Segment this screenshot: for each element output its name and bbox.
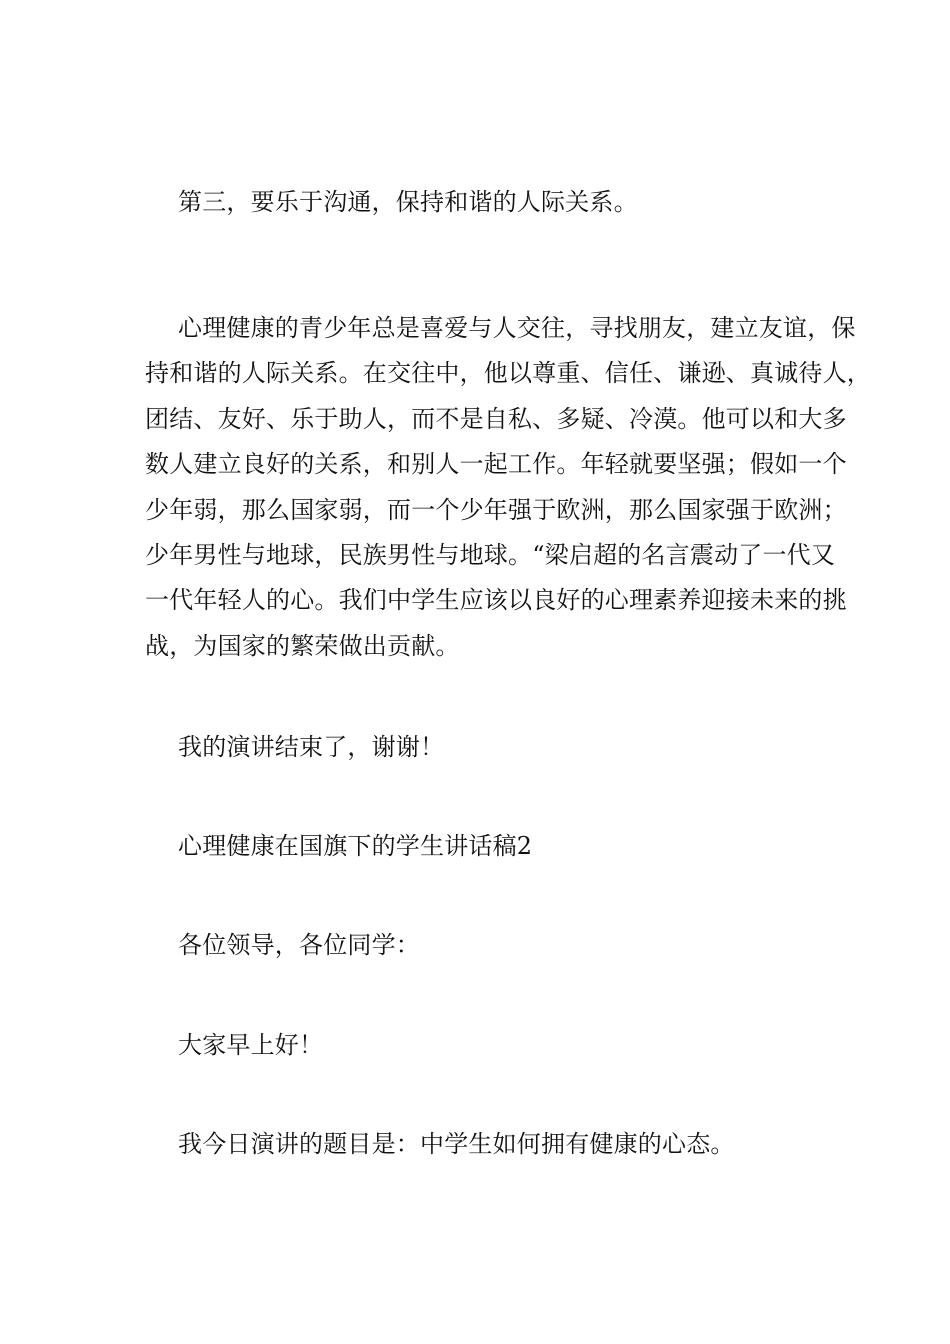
text-line: 一代年轻人的心。我们中学生应该以良好的心理素养迎接未来的挑 [145,586,847,615]
paragraph-good-morning [145,1023,815,1068]
text-line: 我的演讲结束了，谢谢！ [178,733,445,761]
text-line: 持和谐的人际关系。在交往中，他以尊重、信任、谦逊、真诚待人， [145,359,871,388]
section-title [145,824,815,869]
text-line: 团结、友好、乐于助人，而不是自私、多疑、冷漠。他可以和大多 [145,404,847,433]
paragraph-greeting-audience [145,923,815,968]
text-line: 我今日演讲的题目是：中学生如何拥有健康的心态。 [178,1130,735,1158]
paragraph-speech-end [145,725,815,770]
paragraph-speech-topic [145,1122,815,1167]
text-line: 第三，要乐于沟通，保持和谐的人际关系。 [178,188,638,216]
text-line: 战，为国家的繁荣做出贡献。 [145,631,460,660]
text-line: 少年男性与地球，民族男性与地球。“梁启超的名言震动了一代又 [145,541,836,570]
text-line: 少年弱，那么国家弱，而一个少年强于欧洲，那么国家强于欧洲； [145,495,847,524]
text-line: 各位领导，各位同学： [178,931,420,959]
text-line: 心理健康在国旗下的学生讲话稿2 [178,832,533,860]
text-line: 大家早上好！ [178,1031,324,1059]
paragraph-healthy-youth [145,306,871,669]
text-line: 数人建立良好的关系，和别人一起工作。年轻就要坚强；假如一个 [145,450,847,479]
text-line: 心理健康的青少年总是喜爱与人交往，寻找朋友，建立友谊，保 [178,314,856,342]
paragraph-communication-heading [145,180,815,225]
